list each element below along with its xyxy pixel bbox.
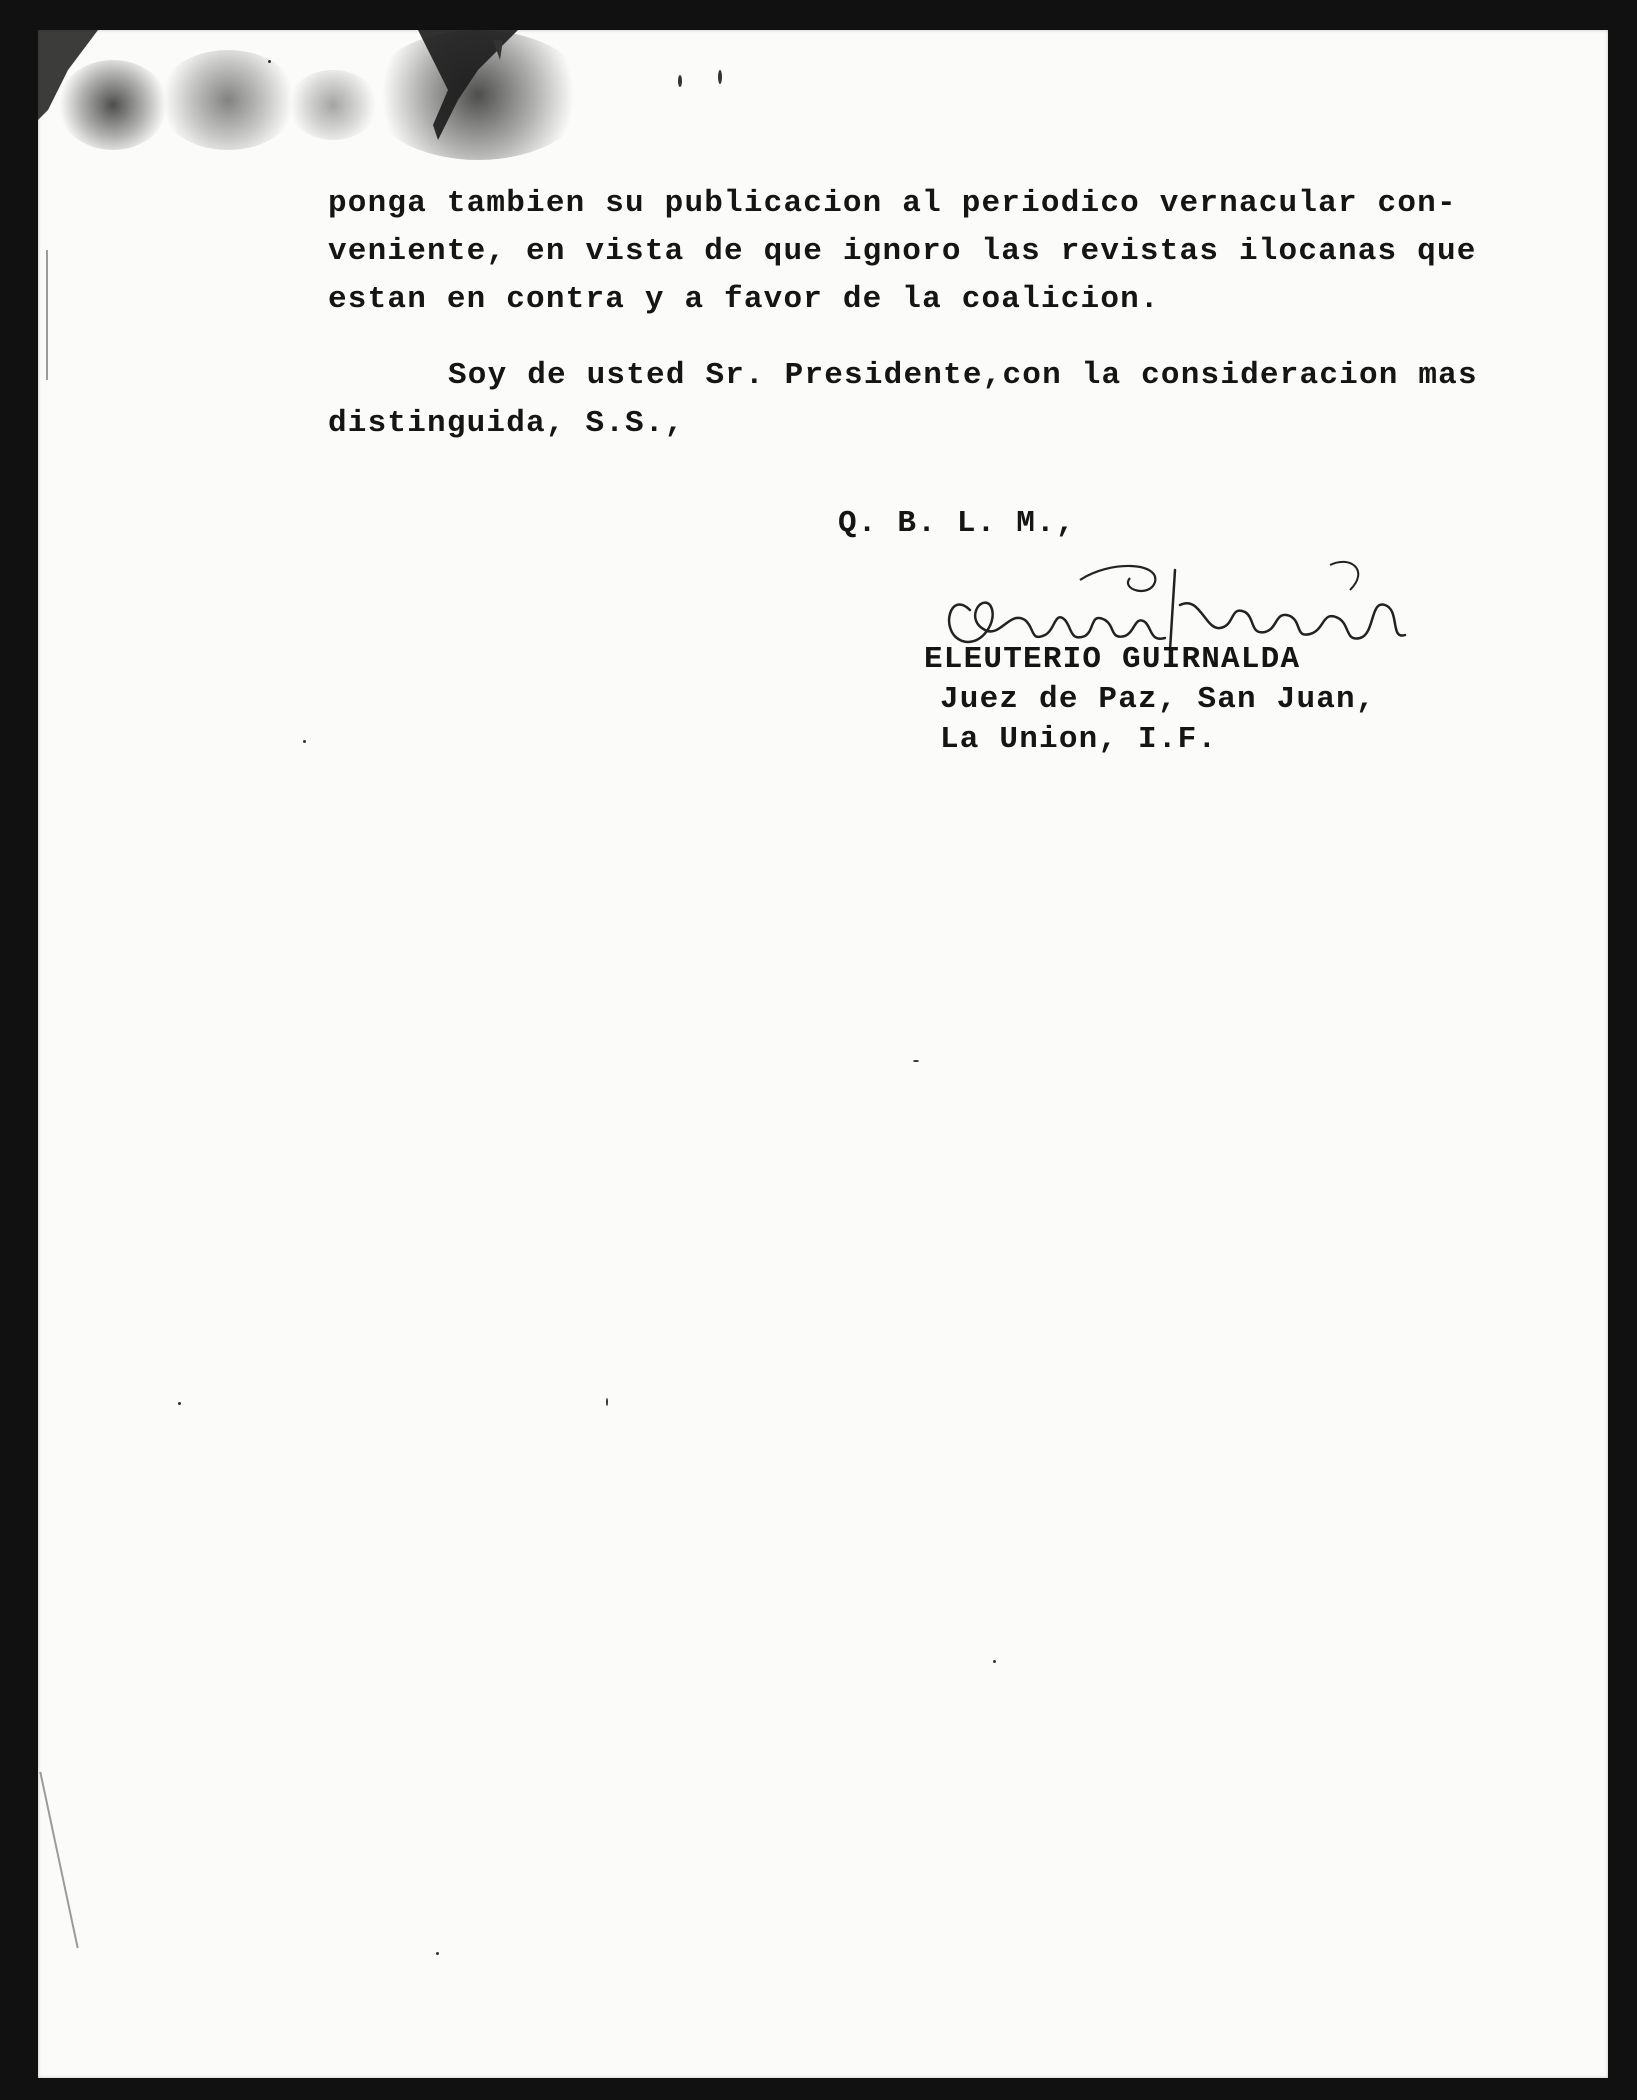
signer-title: Juez de Paz, San Juan,	[940, 682, 1376, 717]
signer-name: ELEUTERIO GUIRNALDA	[924, 642, 1301, 677]
paper-edge-mark	[46, 250, 48, 380]
speck	[606, 1398, 608, 1406]
speck	[718, 70, 722, 84]
speck	[268, 60, 271, 63]
closing-salutation: Q. B. L. M.,	[838, 506, 1076, 541]
speck	[993, 1660, 996, 1663]
text-line: estan en contra y a favor de la coalicion.	[328, 282, 1160, 317]
paragraph-continuation	[328, 180, 1477, 324]
text-line: distinguida, S.S.,	[328, 406, 685, 441]
text-line: ponga tambien su publicacion al periodico vernacular con-	[328, 186, 1457, 221]
signer-block	[924, 640, 1376, 760]
speck	[436, 1952, 439, 1955]
text-line: veniente, en vista de que ignoro las revistas ilocanas que	[328, 234, 1477, 269]
paragraph-regards	[328, 352, 1478, 448]
text-line: Soy de usted Sr. Presidente,con la consideracion mas	[448, 358, 1478, 393]
torn-corner	[38, 30, 598, 180]
speck	[913, 1060, 919, 1062]
speck	[178, 1402, 181, 1405]
speck	[678, 75, 682, 87]
letter-page	[38, 30, 1608, 2078]
speck	[303, 740, 306, 743]
paper-edge-mark	[39, 1772, 78, 1948]
signer-location: La Union, I.F.	[940, 722, 1218, 757]
